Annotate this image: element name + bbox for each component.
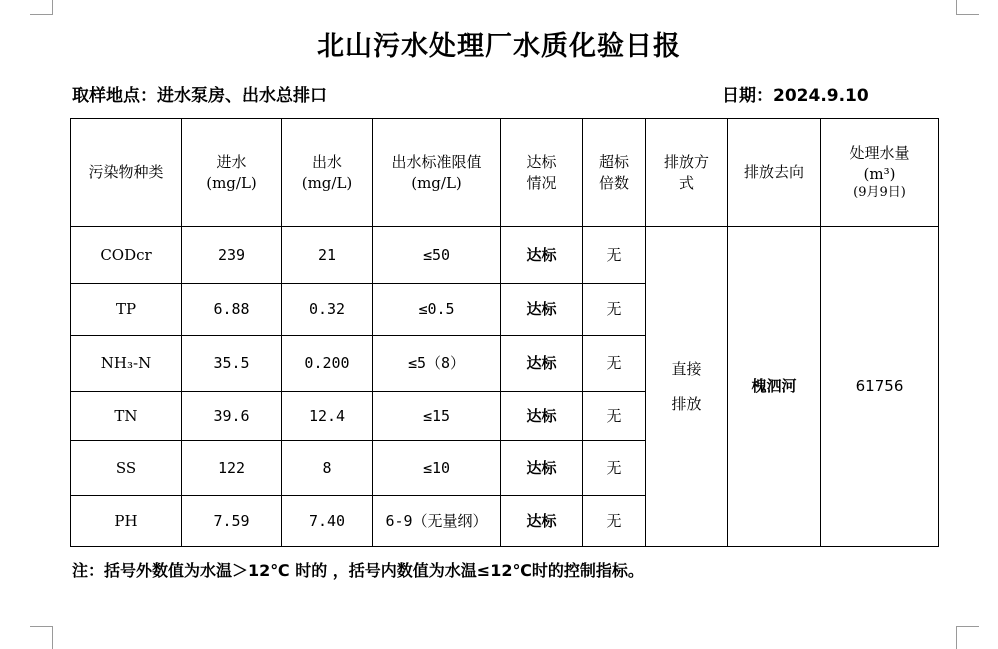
exceed-cell: 无: [583, 227, 646, 284]
exceed-cell: 无: [583, 496, 646, 547]
outflow-cell: 12.4: [282, 392, 373, 441]
inflow-cell: 239: [182, 227, 282, 284]
crop-mark-bottom-right: [956, 626, 979, 649]
sampling-location: 取样地点：进水泵房、出水总排口: [72, 86, 327, 106]
status-cell: 达标: [501, 496, 583, 547]
header-limit: 出水标准限值 (mg/L): [373, 119, 501, 227]
limit-cell: ≤0.5: [373, 284, 501, 336]
status-cell: 达标: [501, 336, 583, 392]
pollutant-cell: TP: [71, 284, 182, 336]
report-date: 日期：2024.9.10: [722, 86, 869, 106]
header-inflow: 进水 (mg/L): [182, 119, 282, 227]
header-compliance: 达标 情况: [501, 119, 583, 227]
outflow-cell: 21: [282, 227, 373, 284]
exceed-cell: 无: [583, 284, 646, 336]
table-header-row: [71, 119, 939, 227]
water-quality-table: [70, 118, 939, 547]
header-pollutant: 污染物种类: [71, 119, 182, 227]
pollutant-cell: PH: [71, 496, 182, 547]
treated-volume-cell: 61756: [821, 227, 939, 547]
status-cell: 达标: [501, 441, 583, 496]
exceed-cell: 无: [583, 336, 646, 392]
pollutant-cell: NH₃-N: [71, 336, 182, 392]
outflow-cell: 7.40: [282, 496, 373, 547]
limit-cell: ≤10: [373, 441, 501, 496]
status-cell: 达标: [501, 227, 583, 284]
header-treated-volume: 处理水量 (m³) (9月9日): [821, 119, 939, 227]
exceed-cell: 无: [583, 441, 646, 496]
report-title: 北山污水处理厂水质化验日报: [317, 31, 681, 62]
table-row: [71, 227, 939, 284]
limit-cell: 6-9（无量纲）: [373, 496, 501, 547]
exceed-cell: 无: [583, 392, 646, 441]
outflow-cell: 0.200: [282, 336, 373, 392]
discharge-destination-cell: 槐泗河: [728, 227, 821, 547]
limit-cell: ≤15: [373, 392, 501, 441]
crop-mark-top-right: [956, 0, 979, 15]
header-outflow: 出水 (mg/L): [282, 119, 373, 227]
limit-cell: ≤50: [373, 227, 501, 284]
pollutant-cell: TN: [71, 392, 182, 441]
discharge-method-cell: 直接 排放: [646, 227, 728, 547]
status-cell: 达标: [501, 392, 583, 441]
pollutant-cell: CODcr: [71, 227, 182, 284]
status-cell: 达标: [501, 284, 583, 336]
inflow-cell: 35.5: [182, 336, 282, 392]
crop-mark-top-left: [30, 0, 53, 15]
inflow-cell: 39.6: [182, 392, 282, 441]
crop-mark-bottom-left: [30, 626, 53, 649]
inflow-cell: 122: [182, 441, 282, 496]
outflow-cell: 0.32: [282, 284, 373, 336]
outflow-cell: 8: [282, 441, 373, 496]
pollutant-cell: SS: [71, 441, 182, 496]
header-discharge-destination: 排放去向: [728, 119, 821, 227]
header-discharge-method: 排放方 式: [646, 119, 728, 227]
footnote: 注：括号外数值为水温＞12℃ 时的 ，括号内数值为水温≤12℃时的控制指标。: [72, 561, 644, 580]
inflow-cell: 6.88: [182, 284, 282, 336]
header-exceed: 超标 倍数: [583, 119, 646, 227]
inflow-cell: 7.59: [182, 496, 282, 547]
limit-cell: ≤5（8）: [373, 336, 501, 392]
